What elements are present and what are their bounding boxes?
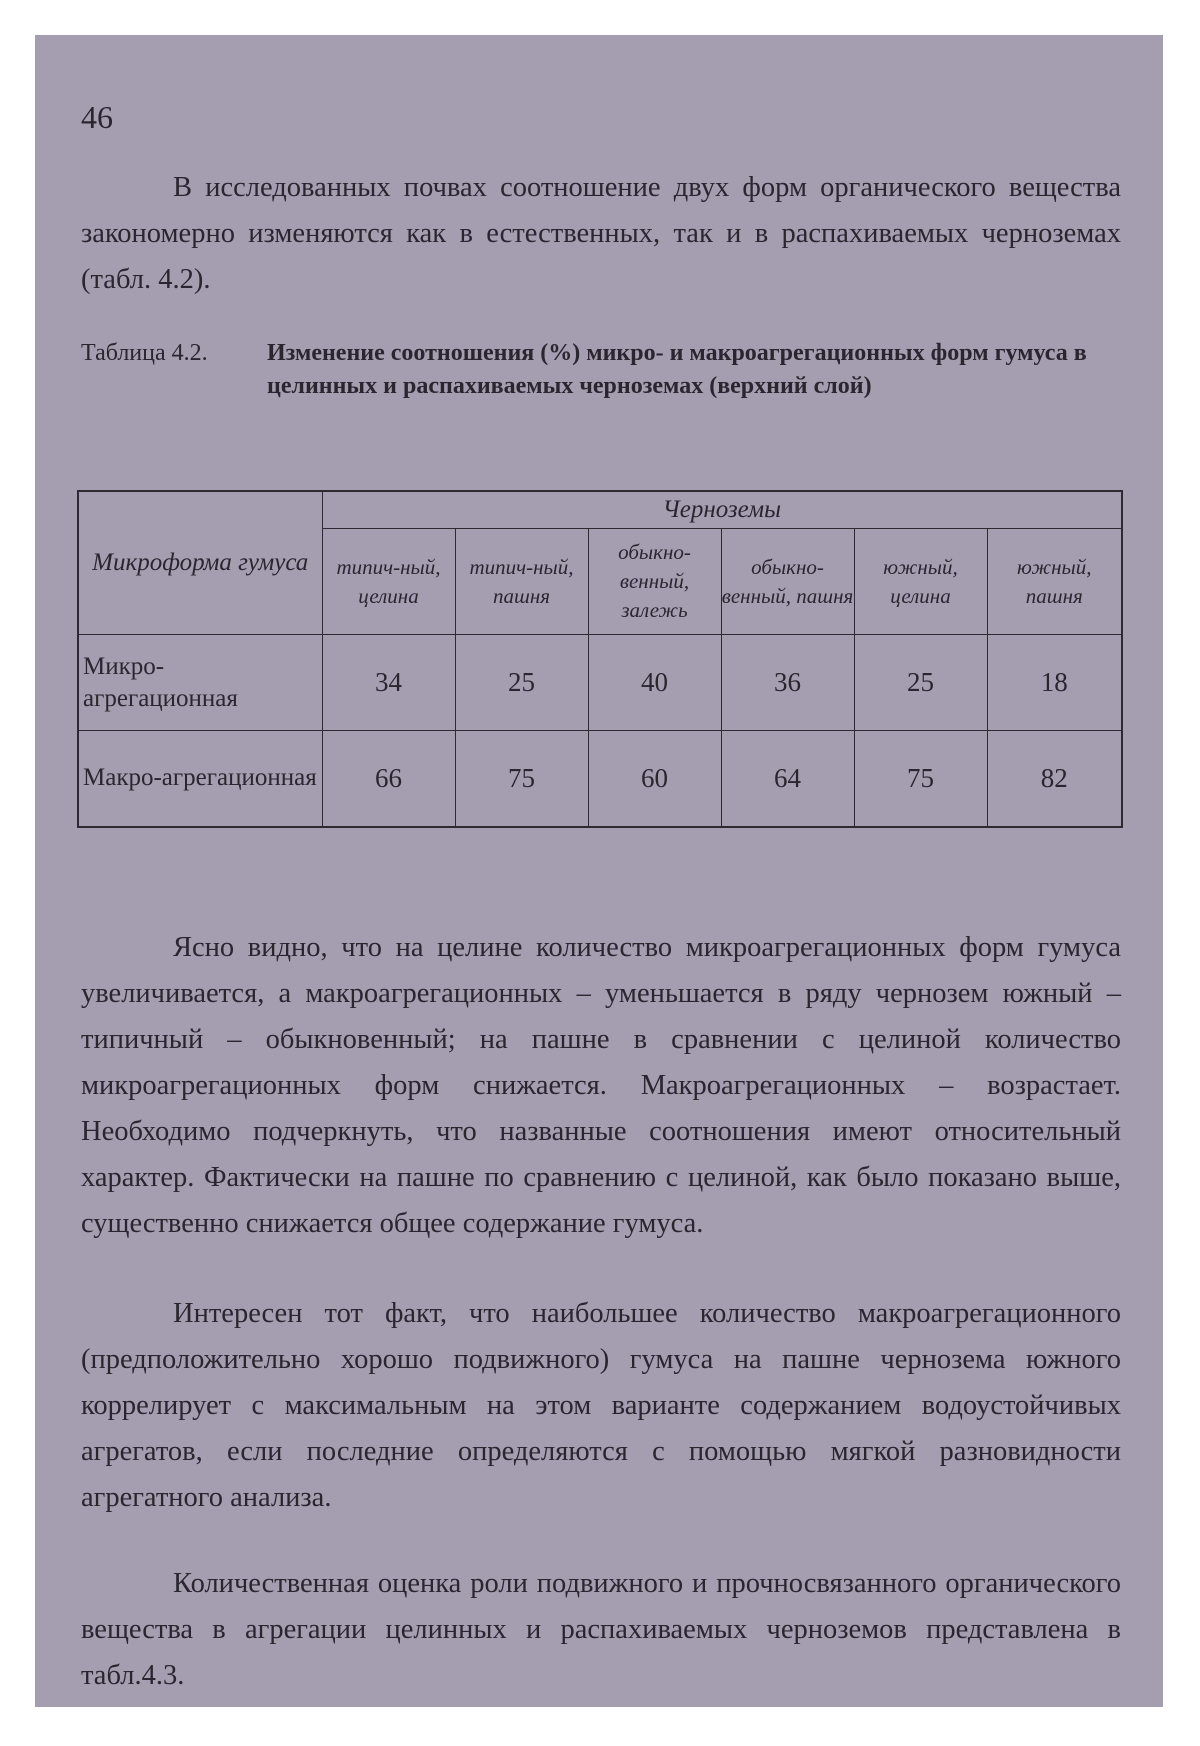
column-header: обыкно-венный, пашня [721, 529, 854, 635]
column-header: типич-ный, целина [322, 529, 455, 635]
table-cell: 36 [721, 635, 854, 731]
row-label: Макро-агрегационная [78, 731, 322, 827]
table-caption [81, 337, 1121, 403]
group-header: Черноземы [322, 491, 1122, 529]
column-header: типич-ный, пашня [455, 529, 588, 635]
book-page [35, 35, 1163, 1707]
row-header: Микроформа гумуса [78, 491, 322, 635]
table-row [78, 731, 1122, 827]
column-header: южный, пашня [987, 529, 1122, 635]
column-header: обыкно-венный, залежь [588, 529, 721, 635]
table-cell: 82 [987, 731, 1122, 827]
body-paragraph: Интересен тот факт, что наибольшее количество макроагрегационного (предположительно хорошо подвижного) гумуса на пашне чернозема южного коррелирует с максимальным на этом варианте содержанием водоустойчивых агрегатов, если последние определяются с помощью мягкой разновидности агрегатного анализа. [81, 1298, 1121, 1513]
table-cell: 18 [987, 635, 1122, 731]
column-header: южный, целина [854, 529, 987, 635]
table-cell: 75 [455, 731, 588, 827]
body-paragraph: Количественная оценка роли подвижного и прочносвязанного органического вещества в агрегации целинных и распахиваемых черноземов представлена в табл.4.3. [81, 1568, 1121, 1691]
table-cell: 60 [588, 731, 721, 827]
table-caption-title: Изменение соотношения (%) микро- и макроагрегационных форм гумуса в целинных и распахиваемых черноземах (верхний слой) [267, 340, 1087, 399]
table-cell: 66 [322, 731, 455, 827]
table-cell: 64 [721, 731, 854, 827]
table-cell: 25 [854, 635, 987, 731]
body-paragraph: Ясно видно, что на целине количество микроагрегационных форм гумуса увеличивается, а макроагрегационных – уменьшается в ряду чернозем южный – типичный – обыкновенный; на пашне в сравнении с целиной количество микроагрегационных форм снижается. Макроагрегационных – возрастает. Необходимо подчеркнуть, что названные соотношения имеют относительный характер. Фактически на пашне по сравнению с целиной, как было показано выше, существенно снижается общее содержание гумуса. [81, 932, 1121, 1239]
table-row [78, 635, 1122, 731]
table-cell: 40 [588, 635, 721, 731]
table-cell: 75 [854, 731, 987, 827]
table-cell: 25 [455, 635, 588, 731]
page-number: 46 [81, 99, 113, 135]
intro-paragraph: В исследованных почвах соотношение двух форм органического вещества закономерно изменяются как в естественных, так и в распахиваемых черноземах (табл. 4.2). [81, 172, 1121, 295]
row-label: Микро-агрегационная [78, 635, 322, 731]
humus-table [77, 490, 1121, 828]
table-cell: 34 [322, 635, 455, 731]
table-caption-label: Таблица 4.2. [81, 340, 208, 366]
